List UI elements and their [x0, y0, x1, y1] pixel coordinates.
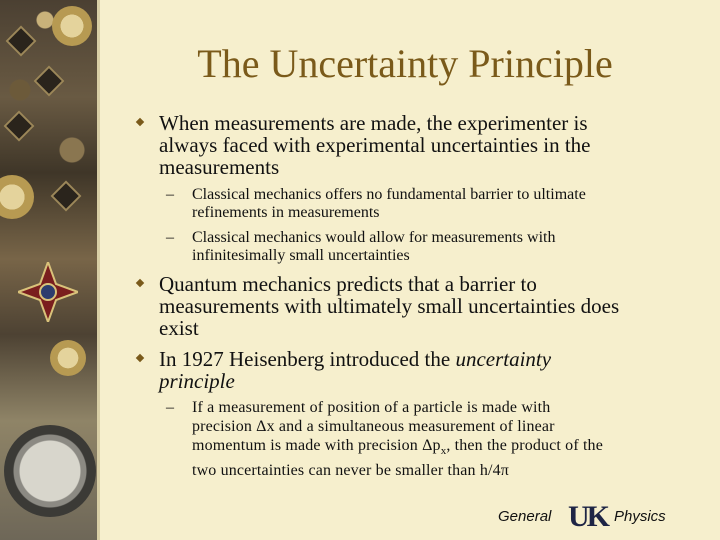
- italic-term: uncertainty: [455, 347, 552, 371]
- sub-text: precision: [192, 418, 257, 435]
- dash-marker: –: [166, 229, 174, 246]
- footer-physics-text: Physics: [614, 508, 666, 525]
- sub-bullet-line: Classical mechanics would allow for measurements with: [192, 229, 556, 246]
- bullet-line: [159, 348, 551, 370]
- coin-image: [50, 340, 86, 376]
- sub-bullet-line: [192, 417, 603, 436]
- bullet-point: [159, 348, 551, 392]
- slide-title: The Uncertainty Principle: [197, 41, 613, 86]
- compass-image: [4, 425, 96, 517]
- medal-cross-icon: [18, 262, 78, 322]
- bullet-line: measurements with ultimately small uncertainties does: [159, 294, 620, 318]
- sub-bullet: [166, 186, 586, 222]
- diamond-tile-image: [33, 65, 64, 96]
- sub-bullet-line: refinements in measurements: [192, 204, 380, 221]
- sub-bullet-line: infinitesimally small uncertainties: [192, 247, 410, 264]
- bullet-line: When measurements are made, the experimenter is: [159, 111, 588, 135]
- bullet-line: Quantum mechanics predicts that a barrier to: [159, 272, 537, 296]
- bullet-line: measurements: [159, 155, 280, 179]
- sub-bullet: [166, 229, 556, 265]
- bullet-line: always faced with experimental uncertainties in the: [159, 133, 591, 157]
- dash-marker: –: [166, 399, 175, 416]
- diamond-tile-image: [3, 110, 34, 141]
- sub-bullet-line: If a measurement of position of a particle is made with: [192, 399, 551, 416]
- bullet-text: In 1927 Heisenberg introduced the: [159, 347, 456, 371]
- diamond-bullet-icon: [136, 354, 144, 362]
- delta-x-symbol: Δx: [256, 418, 275, 435]
- diamond-tile-image: [50, 180, 81, 211]
- footer-logo: [498, 500, 698, 534]
- delta-p-symbol: Δp: [422, 437, 441, 454]
- diamond-bullet-icon: [136, 118, 144, 126]
- sub-bullet-line: [192, 436, 603, 461]
- footer-general-text: General: [498, 508, 552, 525]
- bullet-line: exist: [159, 316, 199, 340]
- diamond-tile-image: [5, 25, 36, 56]
- subscript-x: x: [440, 445, 447, 458]
- dash-marker: –: [166, 186, 174, 203]
- bullet-line: [159, 370, 551, 392]
- sub-text: , then the product of the: [446, 437, 603, 454]
- sub-bullet: [166, 398, 603, 480]
- sub-bullet-line: Classical mechanics offers no fundamental barrier to ultimate: [192, 186, 586, 203]
- sub-bullet-line: two uncertainties can never be smaller than h/4π: [192, 462, 509, 480]
- bullet-point: [159, 112, 591, 178]
- sub-text: and a simultaneous measurement of linear: [274, 418, 555, 435]
- diamond-bullet-icon: [136, 279, 144, 287]
- coin-image: [52, 6, 92, 46]
- bullet-point: [159, 273, 619, 339]
- sub-text: momentum is made with precision: [192, 437, 423, 454]
- decorative-side-image: [0, 0, 97, 540]
- italic-term: principle: [159, 369, 235, 393]
- uk-logo: UK: [568, 500, 607, 533]
- coin-image: [0, 175, 34, 219]
